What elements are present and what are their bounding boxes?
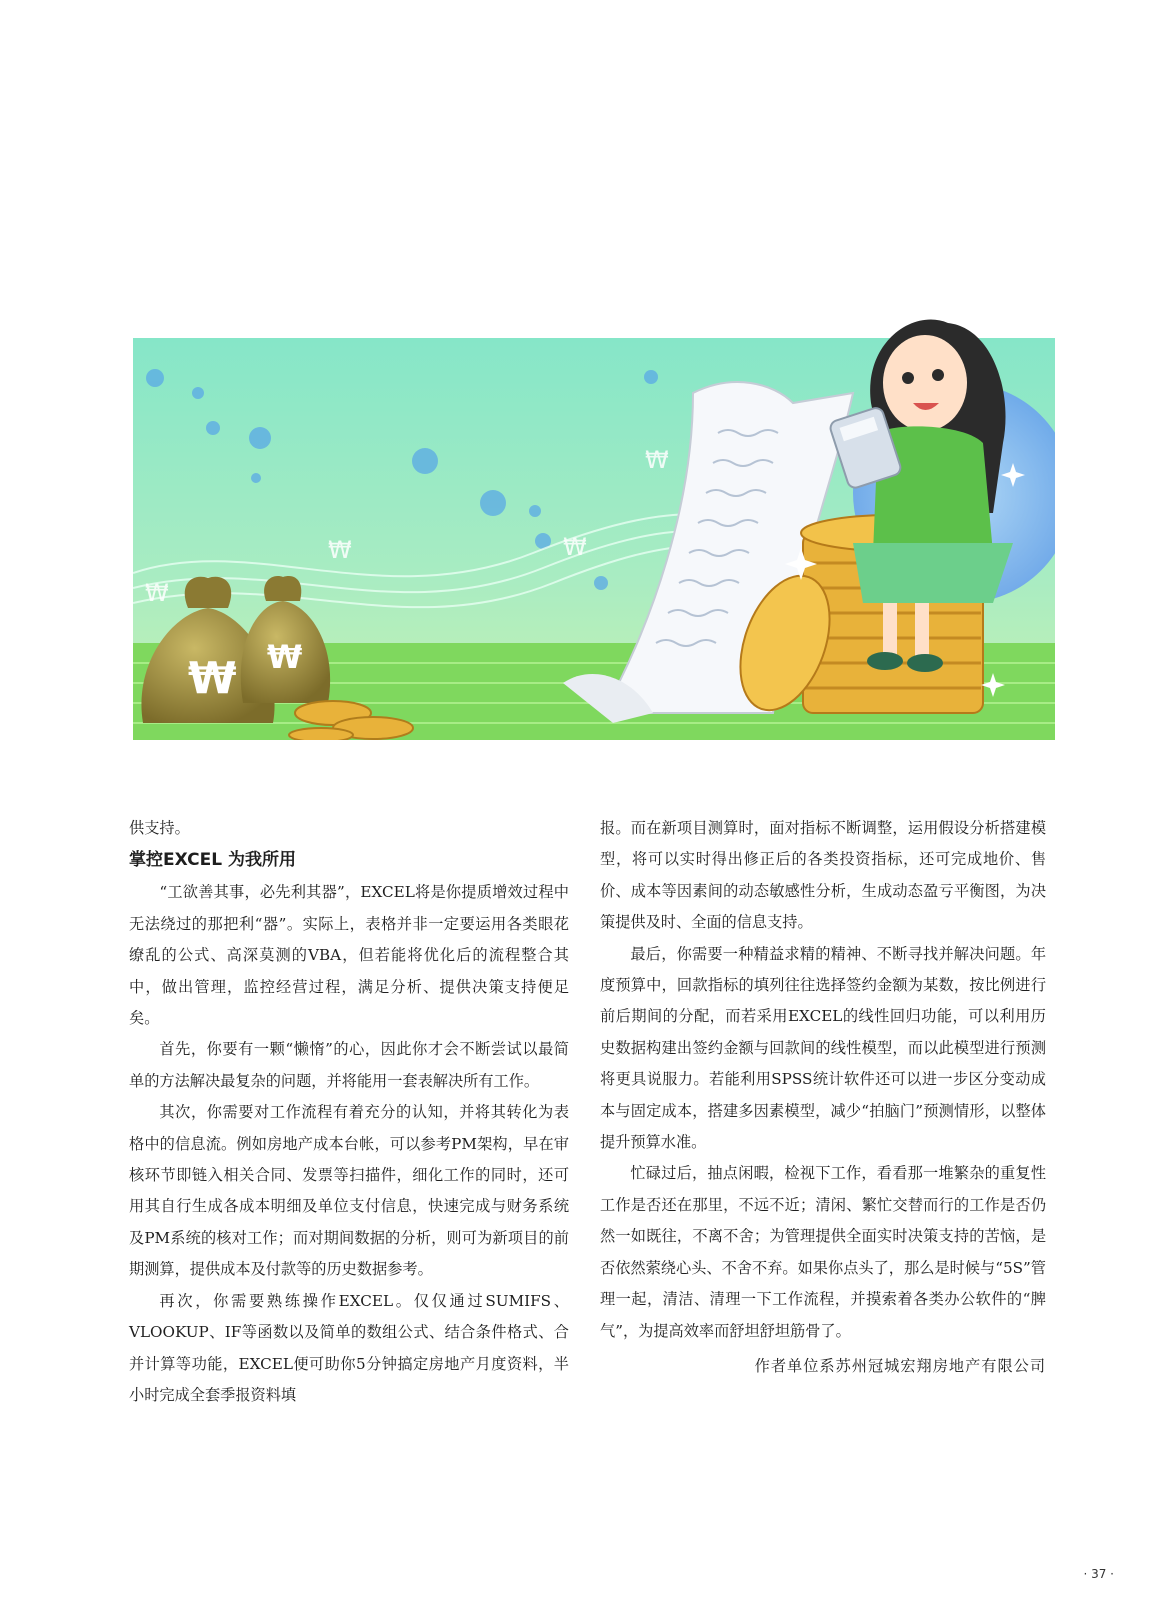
paragraph-continuation: 报。而在新项目测算时，面对指标不断调整，运用假设分析搭建模型，将可以实时得出修正后的各类投资指标，还可完成地价、售价、成本等因素间的动态敏感性分析，生成动态盈亏平衡图，为决策提供及时、全面的信息支持。	[600, 819, 1046, 932]
paragraph: 再次，你需要熟练操作EXCEL。仅仅通过SUMIFS、VLOOKUP、IF等函数以及简单的数组公式、结合条件格式、合并计算等功能，EXCEL便可助你5分钟搞定房地产月度资料，半小时完成全套季报资料填	[129, 1291, 569, 1404]
svg-text:₩: ₩	[145, 579, 169, 607]
paragraph: “工欲善其事，必先利其器”，EXCEL将是你提质增效过程中无法绕过的那把利“器”。实际上，表格并非一定要运用各类眼花缭乱的公式、高深莫测的VBA，但若能将优化后的流程整合其中，做出管理，监控经营过程，满足分析、提供决策支持便足矣。	[129, 883, 569, 1028]
author-affiliation: 作者单位系苏州冠城宏翔房地产有限公司	[754, 1356, 1046, 1375]
article-left-column	[129, 813, 569, 1411]
section-heading: 掌控EXCEL 为我所用	[129, 850, 296, 871]
svg-text:₩: ₩	[267, 638, 303, 676]
article-right-column	[600, 813, 1046, 1382]
svg-text:₩: ₩	[645, 446, 669, 474]
paragraph: 最后，你需要一种精益求精的精神、不断寻找并解决问题。年度预算中，回款指标的填列往往选择签约金额为某数，按比例进行前后期间的分配，而若采用EXCEL的线性回归功能，可以利用历史数据构建出签约金额与回款间的线性模型，而以此模型进行预测将更具说服力。若能利用SPSS统计软件还可以进一步区分变动成本与固定成本，搭建多因素模型，减少“拍脑门”预测情形，以整体提升预算水准。	[600, 944, 1046, 1152]
svg-text:₩: ₩	[563, 533, 587, 561]
page-number: · 37 ·	[1083, 1567, 1114, 1581]
paragraph: 忙碌过后，抽点闲暇，检视下工作，看看那一堆繁杂的重复性工作是否还在那里，不远不近；清闲、繁忙交替而行的工作是否仍然一如既往，不离不舍；为管理提供全面实时决策支持的苦恼，是否依然萦绕心头、不舍不弃。如果你点头了，那么是时候与“5S”管理一起，清洁、清理一下工作流程，并摸索着各类办公软件的“脾气”，为提高效率而舒坦舒坦筋骨了。	[600, 1164, 1046, 1340]
header-illustration	[133, 283, 1055, 740]
paragraph: 其次，你需要对工作流程有着充分的认知，并将其转化为表格中的信息流。例如房地产成本台帐，可以参考PM架构，早在审核环节即链入相关合同、发票等扫描件，细化工作的同时，还可用其自行生成各成本明细及单位支付信息，快速完成与财务系统及PM系统的核对工作；而对期间数据的分析，则可为新项目的前期测算，提供成本及付款等的历史数据参考。	[129, 1103, 569, 1279]
svg-text:₩: ₩	[328, 536, 352, 564]
illustration-svg	[133, 283, 1055, 740]
svg-text:₩: ₩	[188, 653, 237, 704]
paragraph: 首先，你要有一颗“懒惰”的心，因此你才会不断尝试以最简单的方法解决最复杂的问题，并将能用一套表解决所有工作。	[129, 1040, 569, 1090]
intro-fragment: 供支持。	[129, 819, 190, 837]
